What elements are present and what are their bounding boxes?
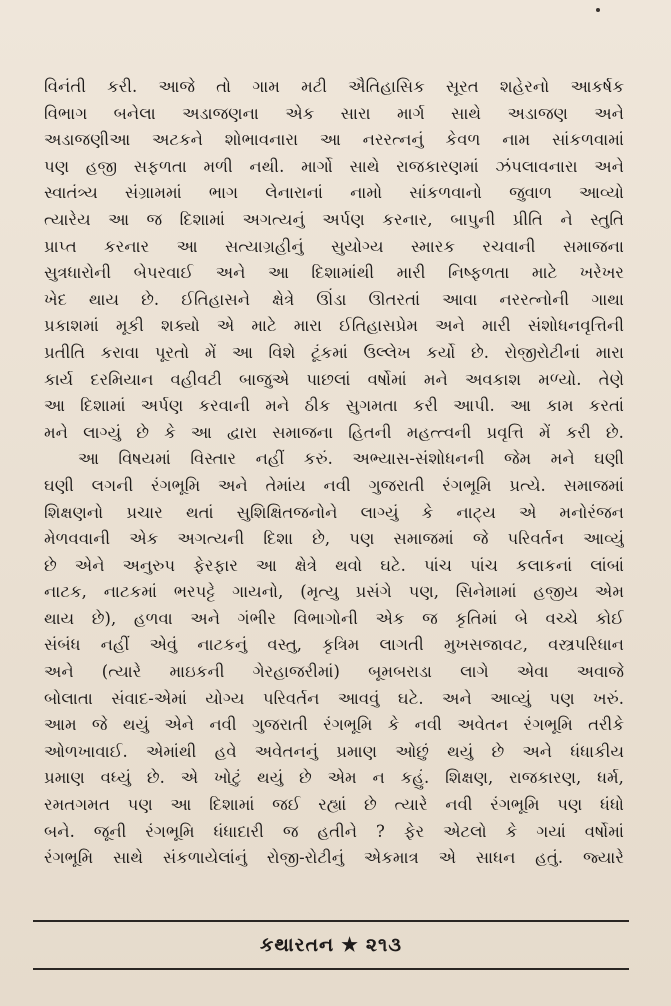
text-line: પ્રમાણ વધ્યું છે. એ ખોટું થયું છે એમ ન કહું. શિક્ષણ, રાજકારણ, ધર્મ, xyxy=(44,768,624,788)
footer-rule-top xyxy=(33,920,629,922)
text-line: મેળવવાની એક અગત્યની દિશા છે, પણ સમાજમાં જે પરિવર્તન આવ્યું xyxy=(44,529,624,549)
book-title: કથારતન xyxy=(259,934,335,956)
text-line: થાય છે), હળવા અને ગંભીર વિભાગોની એક જ કૃતિમાં બે વચ્ચે કોઈ xyxy=(44,608,624,628)
text-line: ઘણી લગની રંગભૂમિ અને તેમાંય નવી ગુજરાતી રંગભૂમિ પ્રત્યે. સમાજમાં xyxy=(44,475,624,495)
star-icon: ★ xyxy=(341,934,359,956)
text-line: રંગભૂમિ સાથે સંકળાયેલાંનું રોજી-રોટીનું એકમાત્ર એ સાધન હતું. જ્યારે xyxy=(44,848,624,868)
ink-dot xyxy=(596,8,600,12)
text-line: અડાજણીઆ અટકને શોભાવનારા આ નરરત્નનું કેવળ નામ સાંકળવામાં xyxy=(44,130,624,150)
text-line: સુત્રધારોની બેપરવાઈ અને આ દિશામાંથી મારી નિષ્ફળતા માટે ખરેખર xyxy=(44,263,624,283)
text-line: આ દિશામાં અર્પણ કરવાની મને ઠીક સુગમતા કરી આપી. આ કામ કરતાં xyxy=(44,396,624,416)
page-number: ૨૧૩ xyxy=(365,934,402,956)
text-line: અને (ત્યારે માઇકની ગેરહાજરીમાં) બૂમબરાડા લાગે એવા અવાજે xyxy=(44,662,624,682)
footer-rule-bottom xyxy=(33,968,629,970)
text-line: કાર્ય દરમિયાન વહીવટી બાજુએ પાછલાં વર્ષોમાં મને અવકાશ મળ્યો. તેણે xyxy=(44,369,624,389)
text-line: બોલાતા સંવાદ-એમાં યોગ્ય પરિવર્તન આવવું ઘટે. અને આવ્યું પણ ખરું. xyxy=(44,688,624,708)
text-line: પ્રકાશમાં મૂકી શક્યો એ માટે મારા ઈતિહાસપ્રેમ અને મારી સંશોધનવૃત્તિની xyxy=(44,316,624,336)
text-line: પ્રતીતિ કરાવા પૂરતો મેં આ વિશે ટૂંકમાં ઉલ્લેખ કર્યો છે. રોજીરોટીનાં મારા xyxy=(44,342,624,362)
page-footer xyxy=(33,930,629,960)
text-line: ખેદ થાય છે. ઈતિહાસને ક્ષેત્રે ઊંડા ઊતરતાં આવા નરરત્નોની ગાથા xyxy=(44,289,624,309)
text-line: ત્યારેય આ જ દિશામાં અગત્યનું અર્પણ કરનાર, બાપુની પ્રીતિ ને સ્તુતિ xyxy=(44,209,624,229)
text-line: છે એને અનુરુપ ફેરફાર આ ક્ષેત્રે થવો ઘટે. પાંચ પાંચ કલાકનાં લાંબાં xyxy=(44,555,624,575)
text-line: રમતગમત પણ આ દિશામાં જઈ રહ્યાં છે ત્યારે નવી રંગભૂમિ પણ ધંધો xyxy=(44,795,624,815)
text-line: નાટક, નાટકમાં ભરપટ્ટે ગાયનો, (મૃત્યુ પ્રસંગે પણ, સિનેમામાં હજીય એમ xyxy=(44,582,624,602)
text-line: ઓળખાવાઈ. એમાંથી હવે અવેતનનું પ્રમાણ ઓછું થયું છે અને ધંધાકીય xyxy=(44,741,624,761)
text-line: સંબંધ નહીં એવું નાટકનું વસ્તુ, કૃત્રિમ લાગતી મુખસજાવટ, વસ્ત્રપરિધાન xyxy=(44,635,624,655)
text-line: મને લાગ્યું છે કે આ દ્વારા સમાજના હિતની મહત્ત્વની પ્રવૃત્તિ મેં કરી છે. xyxy=(44,422,624,442)
text-line: સ્વાતંત્ર્ય સંગ્રામમાં ભાગ લેનારાનાં નામો સાંકળવાનો જુવાળ આવ્યો xyxy=(44,183,624,203)
text-line: વિનંતી કરી. આજે તો ગામ મટી ઐતિહાસિક સૂરત શહેરનો આકર્ષક xyxy=(44,77,624,96)
text-line: પ્રાપ્ત કરનાર આ સત્યાગ્રહીનું સુયોગ્ય સ્મારક રચવાની સમાજના xyxy=(44,236,624,256)
text-line: વિભાગ બનેલા અડાજણના એક સારા માર્ગ સાથે અડાજણ અને xyxy=(44,103,624,123)
paragraph-start-line: આ વિષયમાં વિસ્તાર નહીં કરું. અભ્યાસ-સંશોધનની જેમ મને ઘણી xyxy=(78,449,624,469)
text-line: શિક્ષણનો પ્રચાર થતાં સુશિક્ષિતજનોને લાગ્યું કે નાટ્ય એ મનોરંજન xyxy=(44,502,624,522)
text-line: બને. જૂની રંગભૂમિ ધંધાદારી જ હતીને ? ફેર એટલો કે ગયાં વર્ષોમાં xyxy=(44,821,624,841)
text-line: આમ જે થયું એને નવી ગુજરાતી રંગભૂમિ કે નવી અવેતન રંગભૂમિ તરીકે xyxy=(44,715,624,735)
text-line: પણ હજી સફળતા મળી નથી. માર્ગો સાથે રાજકારણમાં ઝંપલાવનારા અને xyxy=(44,156,624,176)
body-text xyxy=(44,74,624,872)
